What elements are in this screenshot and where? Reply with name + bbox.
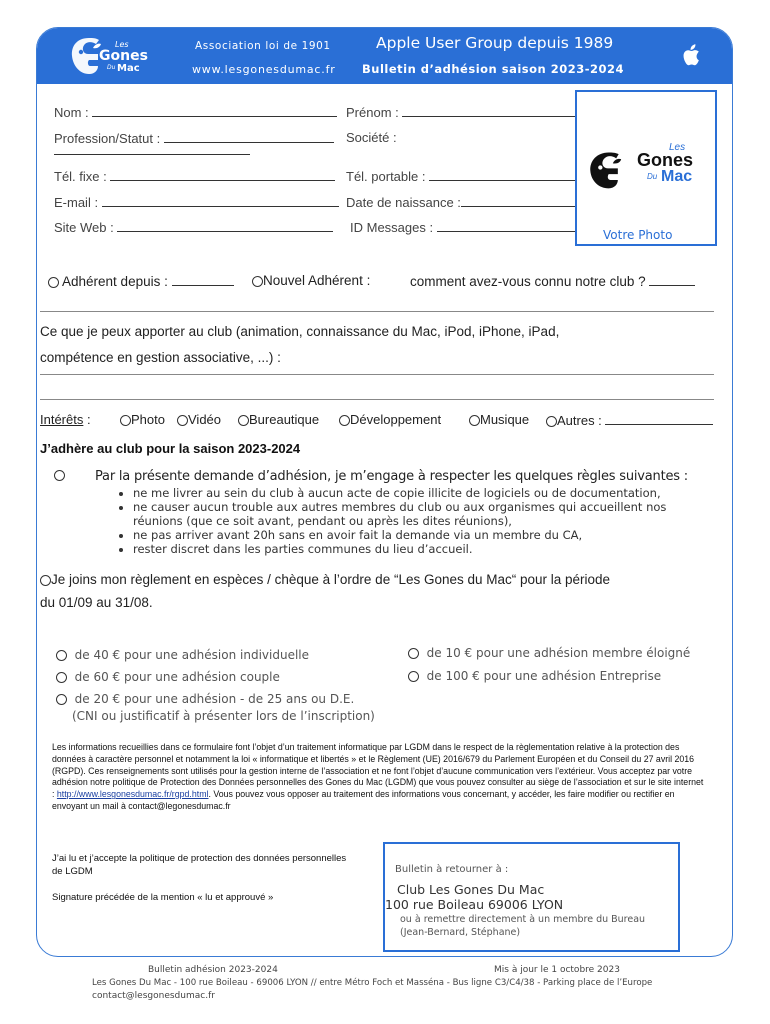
legal-text-2: . Vous pouvez vous opposer au traitement des informations vous concernant, y accéder, les faire modifier ou rectifier en envoyant un mail à contact@legonesdumac.fr — [52, 789, 675, 811]
site-web-label: Site Web : — [54, 220, 114, 235]
fee-eloigne-radio[interactable] — [408, 648, 419, 659]
apport-line-2: compétence en gestion associative, ...) : — [40, 350, 281, 365]
footer-email: contact@lesgonesdumac.fr — [92, 991, 215, 1001]
reglement-line-2: du 01/09 au 31/08. — [40, 595, 153, 610]
prenom-label: Prénom : — [346, 105, 399, 120]
footer-right: Mis à jour le 1 octobre 2023 — [494, 965, 620, 975]
rgpd-link[interactable]: http://www.lesgonesdumac.fr/rgpd.html — [56, 789, 209, 800]
interet-bureautique-radio[interactable] — [238, 415, 249, 426]
rule-item: • ne causer aucun trouble aux autres membres du club ou aux organismes qui accueillent nos réunions (que ce soit avant, pendant ou après les dites réunions), — [133, 500, 693, 528]
nouvel-adherent-radio[interactable] — [252, 276, 263, 287]
return-address-box — [383, 842, 680, 952]
interet-photo[interactable]: Photo — [120, 412, 165, 427]
reglement-line-1[interactable] — [40, 572, 610, 587]
logo-large-gones: Gones — [637, 150, 694, 170]
comment-connu-field[interactable] — [410, 273, 695, 289]
profession-continuation-line — [54, 142, 250, 155]
interet-musique[interactable]: Musique — [469, 412, 529, 427]
fee-individuelle[interactable]: de 40 € pour une adhésion individuelle — [56, 648, 309, 662]
apport-answer-line-2 — [40, 399, 714, 400]
footer-left: Bulletin adhésion 2023-2024 — [148, 965, 278, 975]
interets-row — [40, 412, 91, 427]
group-title: Apple User Group depuis 1989 — [376, 34, 614, 52]
interets-label: Intérêts — [40, 412, 84, 427]
fee-couple-radio[interactable] — [56, 672, 67, 683]
reglement-text-1: Je joins mon règlement en espèces / chèque à l’ordre de “Les Gones du Mac“ pour la période — [51, 572, 611, 587]
return-note-2: (Jean-Bernard, Stéphane) — [400, 927, 521, 938]
photo-label: Votre Photo — [603, 228, 673, 242]
adhesion-title: J’adhère au club pour la saison 2023-2024 — [40, 441, 301, 456]
rule-item: • rester discret dans les parties communes du lieu d’accueil. — [133, 542, 693, 556]
nouvel-adherent-label: Nouvel Adhérent : — [263, 273, 371, 288]
interet-video-radio[interactable] — [177, 415, 188, 426]
tel-fixe-label: Tél. fixe : — [54, 169, 107, 184]
interet-bureautique[interactable]: Bureautique — [238, 412, 319, 427]
prenom-field[interactable] — [346, 104, 590, 120]
comment-connu-label: comment avez-vous connu notre club ? — [410, 274, 646, 289]
adherent-depuis-option[interactable] — [48, 273, 234, 289]
return-address: 100 rue Boileau 69006 LYON — [385, 897, 564, 912]
apport-answer-line-1 — [40, 374, 714, 375]
rules-list — [95, 486, 693, 556]
tel-portable-label: Tél. portable : — [346, 169, 426, 184]
adherent-depuis-label: Adhérent depuis : — [62, 274, 168, 289]
nom-label: Nom : — [54, 105, 89, 120]
fee-entreprise-radio[interactable] — [408, 671, 419, 682]
header-banner — [37, 28, 732, 84]
club-logo-large-icon — [587, 148, 637, 192]
comment-line — [40, 311, 714, 312]
interet-developpement-radio[interactable] — [339, 415, 350, 426]
id-messages-field[interactable] — [350, 219, 593, 235]
apple-icon — [683, 44, 701, 66]
id-messages-label: ID Messages : — [350, 220, 434, 235]
site-web-field[interactable] — [54, 219, 333, 235]
societe-field[interactable] — [346, 130, 397, 145]
logo-large-du: Du — [647, 172, 658, 181]
fee-jeune-radio[interactable] — [56, 694, 67, 705]
legal-text-1: Les informations recueillies dans ce formulaire font l’objet d’un traitement informatique par LGDM dans le respect de la règlementation relative à la protection des données à caractère personnel et notamment la loi « informatique et libertés » et le Règlement (UE) 2016/679 du Parlement Européen et du Conseil du 27 avril 2016 (RGPD). Ces renseignements sont utilisés pour la gestion interne de l’association et ne font l’objet d’aucune communication vers l’extérieur. Vous acceptez par votre adhésion notre politique de Protection des Données personnelles des Gones du Mac (LGDM) que vous pouvez consulter au siège de l’association et sur le site internet : — [52, 742, 704, 800]
engagement-text: Par la présente demande d’adhésion, je m’engage à respecter les quelques règles suivantes : — [95, 469, 688, 484]
societe-label: Société : — [346, 130, 397, 145]
rule-item: • ne pas arriver avant 20h sans en avoir fait la demande via un membre du CA, — [133, 528, 693, 542]
naissance-field[interactable] — [346, 194, 589, 210]
rule-item: • ne me livrer au sein du club à aucun acte de copie illicite de logiciels ou de documentation, — [133, 486, 693, 500]
fee-eloigne[interactable]: de 10 € pour une adhésion membre éloigné — [408, 646, 690, 660]
return-note-1: ou à remettre directement à un membre du Bureau — [400, 914, 646, 925]
signature-accept: J’ai lu et j’accepte la politique de protection des données personnelles de LGDM — [52, 853, 347, 877]
interets-colon: : — [86, 412, 91, 427]
naissance-label: Date de naissance : — [346, 195, 461, 210]
logo-large-mac: Mac — [661, 168, 693, 185]
fee-individuelle-radio[interactable] — [56, 650, 67, 661]
logo-mac: Mac — [117, 63, 140, 74]
interet-photo-radio[interactable] — [120, 415, 131, 426]
signature-mention: Signature précédée de la mention « lu et approuvé » — [52, 892, 274, 903]
interet-autres[interactable]: Autres : — [546, 412, 713, 428]
logo-les: Les — [115, 40, 129, 49]
nouvel-adherent-option[interactable] — [252, 273, 370, 288]
nom-field[interactable] — [54, 104, 337, 120]
fee-jeune-note: (CNI ou justificatif à présenter lors de l’inscription) — [72, 709, 375, 723]
interet-autres-radio[interactable] — [546, 416, 557, 427]
legal-notice — [52, 742, 708, 813]
profession-label: Profession/Statut : — [54, 131, 161, 146]
photo-box[interactable] — [575, 90, 717, 246]
tel-portable-field[interactable] — [346, 168, 579, 184]
engagement-radio[interactable] — [54, 470, 65, 481]
logo-large-les: Les — [669, 142, 686, 153]
bulletin-title: Bulletin d’adhésion saison 2023-2024 — [362, 62, 624, 76]
website-label: www.lesgonesdumac.fr — [192, 63, 336, 76]
fee-jeune[interactable]: de 20 € pour une adhésion - de 25 ans ou D.E. — [56, 692, 354, 706]
logo-gones: Gones — [99, 48, 148, 64]
footer-address: Les Gones Du Mac - 100 rue Boileau - 69006 LYON // entre Métro Foch et Masséna - Bus ligne C3/C4/38 - Parking place de l’Europe — [92, 978, 653, 988]
reglement-radio[interactable] — [40, 575, 51, 586]
email-field[interactable] — [54, 194, 339, 210]
return-title: Bulletin à retourner à : — [395, 864, 509, 875]
association-label: Association loi de 1901 — [195, 40, 331, 52]
return-club: Club Les Gones Du Mac — [397, 882, 545, 897]
interet-musique-radio[interactable] — [469, 415, 480, 426]
interet-video[interactable]: Vidéo — [177, 412, 221, 427]
adherent-depuis-radio[interactable] — [48, 277, 59, 288]
tel-fixe-field[interactable] — [54, 168, 335, 184]
apport-line-1: Ce que je peux apporter au club (animation, connaissance du Mac, iPod, iPhone, iPad, — [40, 324, 560, 339]
interet-developpement[interactable]: Développement — [339, 412, 441, 427]
fee-couple[interactable]: de 60 € pour une adhésion couple — [56, 670, 280, 684]
fee-entreprise[interactable]: de 100 € pour une adhésion Entreprise — [408, 669, 661, 683]
email-label: E-mail : — [54, 195, 99, 210]
logo-du: Du — [107, 64, 116, 71]
